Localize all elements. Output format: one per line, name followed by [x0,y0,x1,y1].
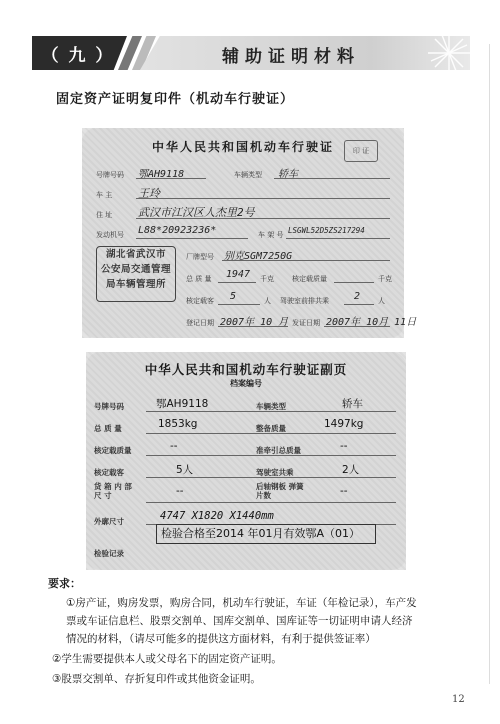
field-label: 检验记录 [94,549,124,558]
field-label: 登记日期 [186,319,214,327]
requirement-item: 情况的材料，（请尽可能多的提供这方面材料，有利于提供签证率） [66,633,376,645]
rated-load: -- [170,440,178,452]
cargo-box-size: -- [176,485,184,497]
vin-number: LSGWL52D5ZS217294 [288,226,365,235]
field-label: 人 [378,297,385,305]
sparkle-icon [418,32,480,74]
license-seal: 印 证 [344,140,378,162]
field-label: 千克 [260,275,274,283]
archive-number-label: 档案编号 [230,379,262,388]
field-label: 车辆类型 [256,402,286,411]
field-label: 核定载质量 [94,446,132,455]
leaf-spring-count: -- [340,485,348,497]
field-label: 准牵引总质量 [256,446,301,455]
field-label: 核定载客 [186,297,214,305]
plate-number: 鄂AH9118 [138,169,185,180]
outline-dimensions: 4747 X1820 X1440mm [160,510,274,522]
page-number: 12 [452,694,465,705]
field-label: 发动机号 [96,231,124,239]
vehicle-type: 轿车 [278,169,298,180]
field-label: 驾驶室前排共乘 [280,297,329,305]
field-label: 号牌号码 [96,171,124,179]
brand-model: 别克SGM7250G [224,251,293,262]
field-label: 人 [264,297,271,305]
curb-weight: 1497kg [324,418,364,430]
field-label: 千克 [378,275,392,283]
license-supplement-image [86,352,406,570]
field-label: 外廓尺寸 [94,517,124,526]
field-label: 号牌号码 [94,402,124,411]
section-header [0,36,500,70]
inspection-record: 检验合格至2014 年01月有效鄂A（01） [156,524,376,544]
seating-capacity: 5 [230,291,237,302]
cab-passengers: 2 [354,291,361,302]
total-mass: 1947 [226,269,251,280]
vehicle-type: 轿车 [342,398,363,410]
owner-address: 武汉市江汉区人杰里2号 [138,206,255,219]
field-label: 货 箱 内 部 尺 寸 [94,482,132,500]
field-label: 车 主 [96,191,113,199]
issue-date: 2007年 10月 11日 [326,317,417,328]
cab-passengers: 2人 [342,464,360,476]
field-label: 后轴钢板 弹簧片数 [256,482,304,500]
page-subtitle: 固定资产证明复印件（机动车行驶证） [56,92,295,107]
requirement-item: ③股票交割单、存折复印件或其他资金证明。 [52,673,261,685]
field-label: 总 质 量 [186,275,212,283]
engine-number: L88*20923236* [138,225,217,236]
page-border [489,44,490,684]
supplement-title: 中华人民共和国机动车行驶证副页 [144,362,348,377]
field-label: 核定载客 [94,468,124,477]
registration-date: 2007年 10 月 [220,317,289,328]
field-label: 总 质 量 [94,424,122,433]
section-title: 辅助证明材料 [222,47,360,67]
requirement-item: ①房产证，购房发票，购房合同，机动车行驶证，车证（年检记录），车产发 [66,597,417,609]
requirement-item: 票或车证信息栏、股票交割单、国库交割单、国库证等一切证明申请人经济 [66,615,413,627]
field-label: 车 架 号 [258,231,284,239]
owner-name: 王玲 [138,187,160,200]
field-label: 整备质量 [256,424,286,433]
registration-stamp: 湖北省武汉市 公安局交通管理 局车辆管理所 [96,246,176,302]
plate-number: 鄂AH9118 [156,398,209,410]
vehicle-license-image [82,128,417,338]
field-label: 发证日期 [292,319,320,327]
seating-capacity: 5人 [176,464,194,476]
field-label: 驾驶室共乘 [256,468,294,477]
license-title: 中华人民共和国机动车行驶证 [151,140,334,154]
total-mass: 1853kg [158,418,198,430]
section-number: （ 九 ） [41,46,115,66]
requirements-title: 要求： [48,577,81,590]
field-label: 车辆类型 [234,171,262,179]
field-label: 住 址 [96,211,113,219]
towing-mass: -- [340,440,348,452]
requirement-item: ②学生需要提供本人或父母名下的固定资产证明。 [52,653,282,665]
field-label: 厂牌型号 [186,253,214,261]
field-label: 核定载质量 [292,275,327,283]
